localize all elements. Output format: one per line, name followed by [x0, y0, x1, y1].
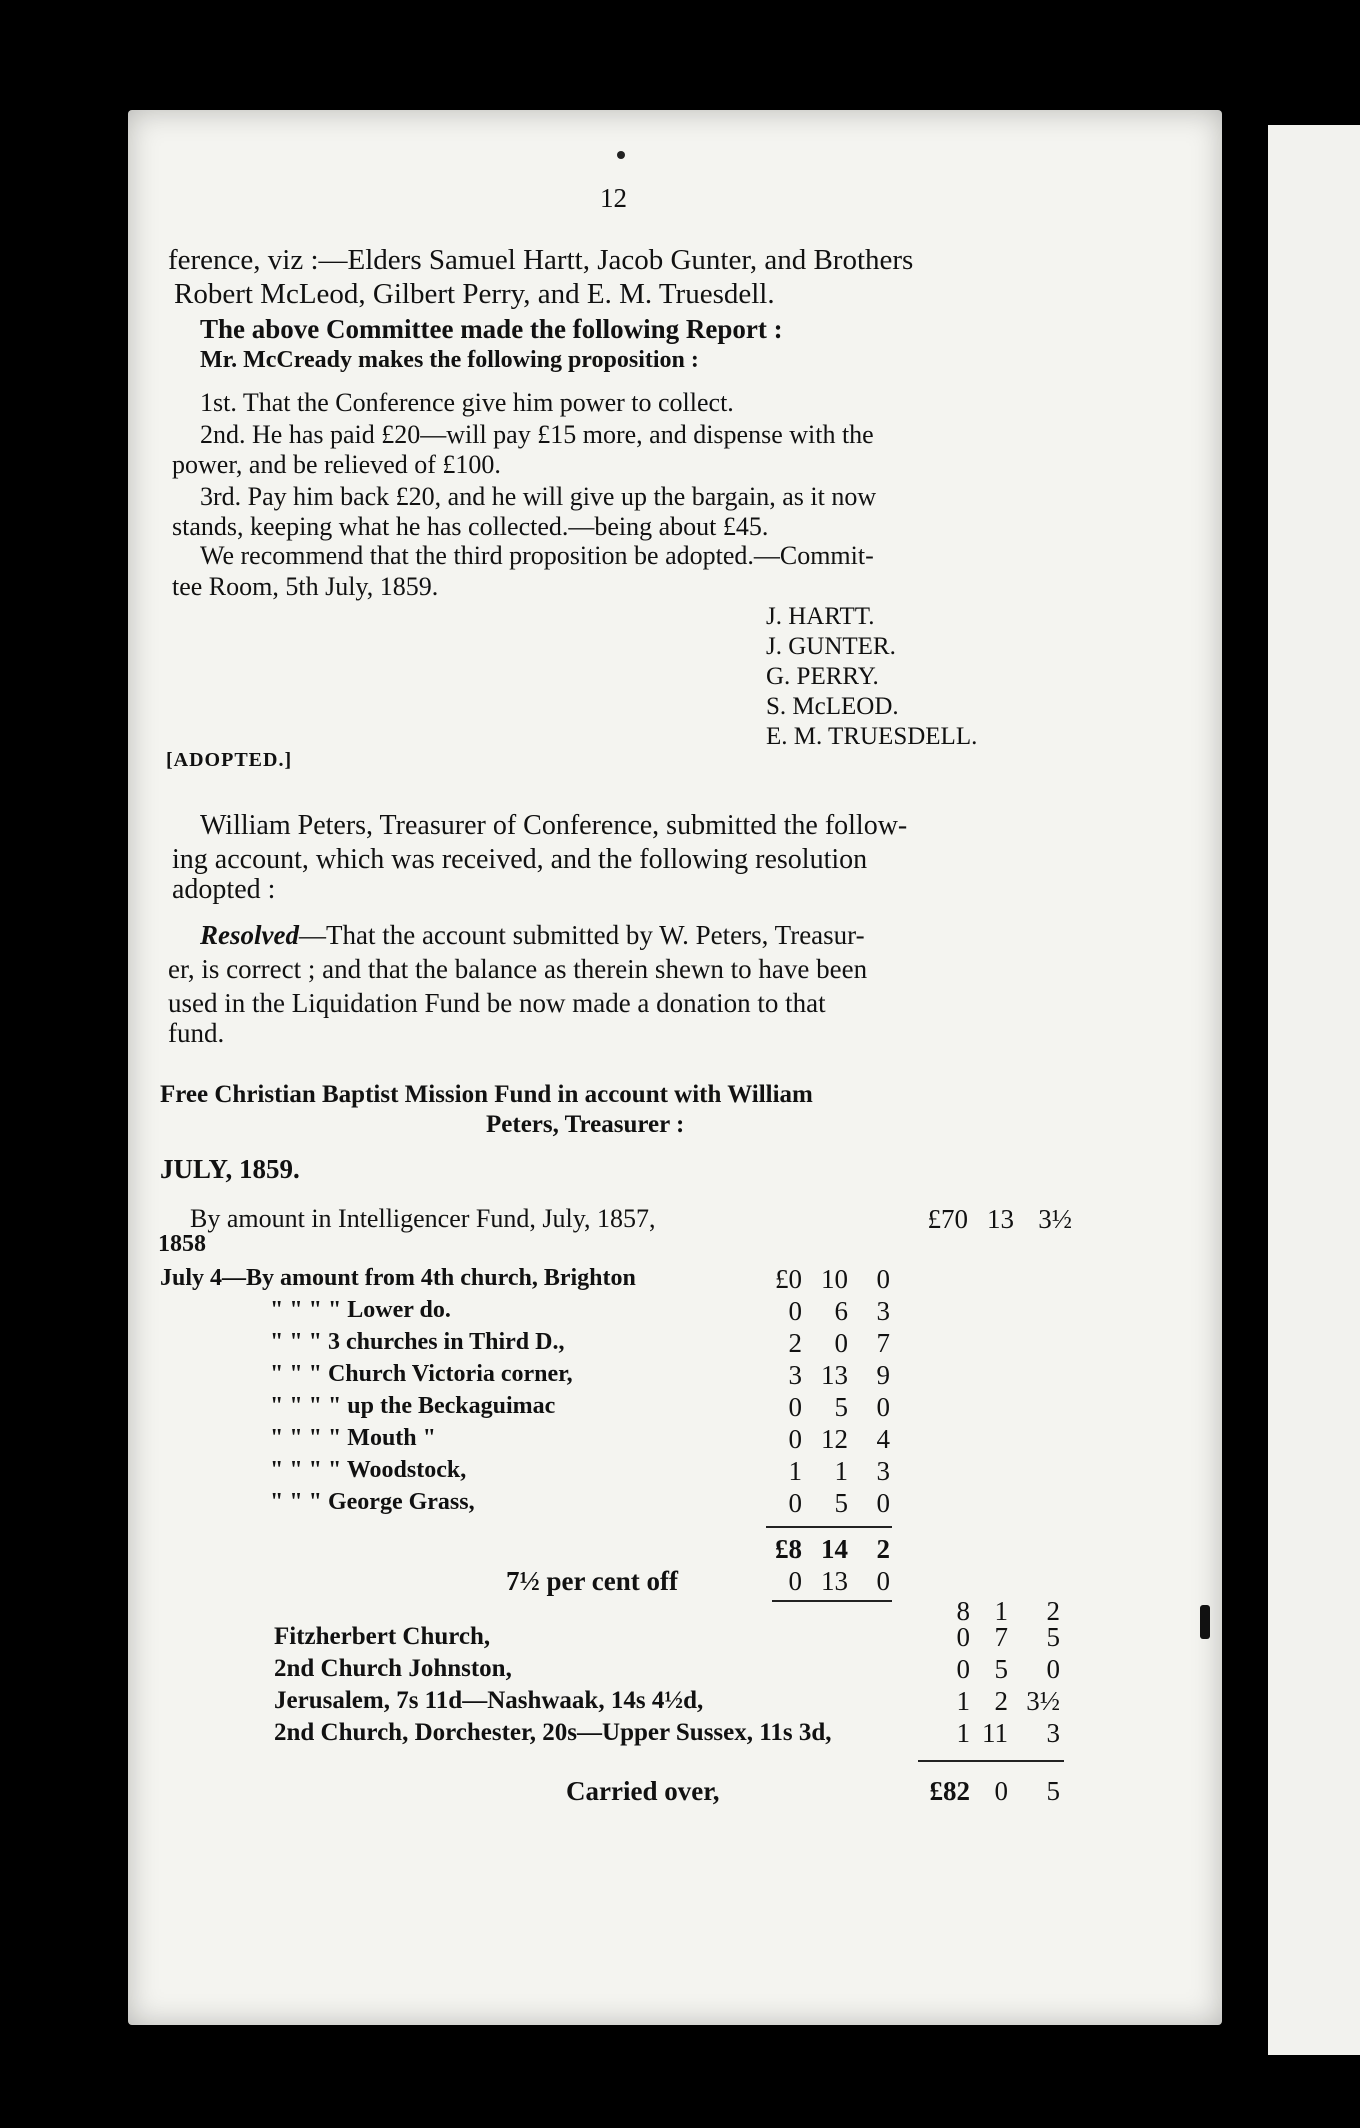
- amount-pounds: 0: [788, 1296, 802, 1326]
- collection-row: " " " " Woodstock,: [270, 1457, 467, 1483]
- amount-shillings: 1: [834, 1456, 848, 1486]
- proposition-1: 1st. That the Conference give him power to collect.: [200, 388, 734, 417]
- entry-pounds: 1: [956, 1718, 970, 1748]
- amount-shillings: 6: [834, 1296, 848, 1326]
- carried-over-pounds: £82: [929, 1776, 970, 1806]
- net-shillings: 1: [994, 1596, 1008, 1626]
- collection-row: " " " George Grass,: [270, 1489, 475, 1515]
- amount-shillings: 12: [821, 1424, 848, 1454]
- opening-shillings: 13: [987, 1204, 1014, 1234]
- net-pence: 2: [1046, 1596, 1060, 1626]
- entry-pence: 5: [1046, 1622, 1060, 1652]
- facing-page-edge: [1268, 125, 1360, 2055]
- carried-over-label: Carried over,: [566, 1776, 720, 1806]
- resolved-label: Resolved: [200, 920, 299, 950]
- adopted-label: [ADOPTED.]: [166, 749, 293, 771]
- account-title-line-1: Free Christian Baptist Mission Fund in account with William: [160, 1081, 813, 1108]
- resolution-line-4: fund.: [168, 1018, 225, 1048]
- entry-shillings: 2: [994, 1686, 1008, 1716]
- signatory: G. PERRY.: [766, 663, 879, 690]
- opening-entry: By amount in Intelligencer Fund, July, 1857,: [190, 1204, 656, 1233]
- account-month: JULY, 1859.: [160, 1154, 300, 1184]
- entry-row: 2nd Church, Dorchester, 20s—Upper Sussex, 11s 3d,: [274, 1719, 832, 1746]
- amount-pence: 9: [876, 1360, 890, 1390]
- signatory: J. HARTT.: [766, 603, 875, 630]
- amount-pounds: 0: [788, 1488, 802, 1518]
- year-label: 1858: [158, 1231, 206, 1257]
- proposition-2-cont: power, and be relieved of £100.: [172, 450, 501, 479]
- recommendation-cont: tee Room, 5th July, 1859.: [172, 572, 439, 601]
- entry-pounds: 0: [956, 1622, 970, 1652]
- entry-shillings: 11: [982, 1718, 1008, 1748]
- collection-row: " " " " Lower do.: [270, 1297, 451, 1323]
- resolution-text: —That the account submitted by W. Peters, Treasur-: [298, 920, 865, 950]
- amount-pence: 3: [876, 1296, 890, 1326]
- proposition-3: 3rd. Pay him back £20, and he will give up the bargain, as it now: [200, 482, 877, 511]
- amount-pence: 0: [876, 1392, 890, 1422]
- total-rule: [918, 1760, 1064, 1762]
- treasurer-line-3: adopted :: [172, 874, 276, 905]
- amount-pence: 0: [876, 1264, 890, 1294]
- entry-pence: 3½: [1026, 1686, 1060, 1716]
- collection-row: " " " Church Victoria corner,: [270, 1361, 573, 1387]
- amount-pence: 7: [876, 1328, 890, 1358]
- signatory: J. GUNTER.: [766, 633, 896, 660]
- account-title-line-2: Peters, Treasurer :: [486, 1111, 685, 1138]
- amount-pounds: 0: [788, 1392, 802, 1422]
- amount-shillings: 0: [834, 1328, 848, 1358]
- entry-pence: 0: [1046, 1654, 1060, 1684]
- carried-over-shillings: 0: [994, 1776, 1008, 1806]
- amount-pounds: 1: [788, 1456, 802, 1486]
- recommendation: We recommend that the third proposition be adopted.—Commit-: [200, 541, 874, 570]
- entry-pence: 3: [1046, 1718, 1060, 1748]
- committee-line-2: Robert McLeod, Gilbert Perry, and E. M. Truesdell.: [174, 278, 775, 310]
- amount-shillings: 5: [834, 1392, 848, 1422]
- subtotal-shillings: 14: [821, 1534, 848, 1564]
- collection-row: July 4—By amount from 4th church, Brighton: [160, 1265, 636, 1291]
- amount-pounds: £0: [775, 1264, 802, 1294]
- page-edge-mark: [1200, 1605, 1210, 1639]
- discount-rule: [772, 1600, 892, 1602]
- amount-pounds: 2: [788, 1328, 802, 1358]
- resolution-line-3: used in the Liquidation Fund be now made a donation to that: [168, 988, 826, 1018]
- collection-row: " " " 3 churches in Third D.,: [270, 1329, 565, 1355]
- collection-row: " " " " up the Beckaguimac: [270, 1393, 556, 1419]
- opening-pence: 3½: [1038, 1204, 1072, 1234]
- discount-pounds: 0: [788, 1566, 802, 1596]
- proposition-heading: Mr. McCready makes the following proposition :: [200, 347, 699, 373]
- treasurer-line-1: William Peters, Treasurer of Conference, submitted the follow-: [200, 810, 908, 841]
- discount-shillings: 13: [821, 1566, 848, 1596]
- discount-label: 7½ per cent off: [506, 1566, 678, 1596]
- proposition-2: 2nd. He has paid £20—will pay £15 more, and dispense with the: [200, 420, 874, 449]
- amount-shillings: 10: [821, 1264, 848, 1294]
- subtotal-pence: 2: [876, 1534, 890, 1564]
- carried-over-pence: 5: [1046, 1776, 1060, 1806]
- amount-shillings: 5: [834, 1488, 848, 1518]
- entry-pounds: 1: [956, 1686, 970, 1716]
- resolution-line-2: er, is correct ; and that the balance as therein shewn to have been: [168, 954, 868, 984]
- entry-row: 2nd Church Johnston,: [274, 1655, 512, 1682]
- discount-pence: 0: [876, 1566, 890, 1596]
- amount-pounds: 3: [788, 1360, 802, 1390]
- entry-pounds: 0: [956, 1654, 970, 1684]
- amount-shillings: 13: [821, 1360, 848, 1390]
- committee-line-1: ference, viz :—Elders Samuel Hartt, Jacob Gunter, and Brothers: [168, 244, 914, 276]
- amount-pence: 3: [876, 1456, 890, 1486]
- collection-row: " " " " Mouth ": [270, 1425, 436, 1451]
- signatory: E. M. TRUESDELL.: [766, 723, 978, 750]
- signatory: S. McLEOD.: [766, 693, 899, 720]
- net-pounds: 8: [956, 1596, 970, 1626]
- entry-shillings: 5: [994, 1654, 1008, 1684]
- amount-pence: 0: [876, 1488, 890, 1518]
- entry-shillings: 7: [994, 1622, 1008, 1652]
- entry-row: Jerusalem, 7s 11d—Nashwaak, 14s 4½d,: [274, 1687, 704, 1714]
- ink-dot: [617, 151, 625, 159]
- report-heading: The above Committee made the following Report :: [200, 314, 783, 344]
- proposition-3-cont: stands, keeping what he has collected.—being about £45.: [172, 512, 769, 541]
- subtotal-rule: [766, 1526, 892, 1528]
- subtotal-pounds: £8: [775, 1534, 802, 1564]
- entry-row: Fitzherbert Church,: [274, 1623, 491, 1650]
- treasurer-line-2: ing account, which was received, and the following resolution: [172, 844, 868, 875]
- page-number: 12: [600, 183, 627, 213]
- amount-pence: 4: [876, 1424, 890, 1454]
- amount-pounds: 0: [788, 1424, 802, 1454]
- opening-pounds: £70: [927, 1204, 968, 1234]
- resolution-line-1: [200, 922, 865, 949]
